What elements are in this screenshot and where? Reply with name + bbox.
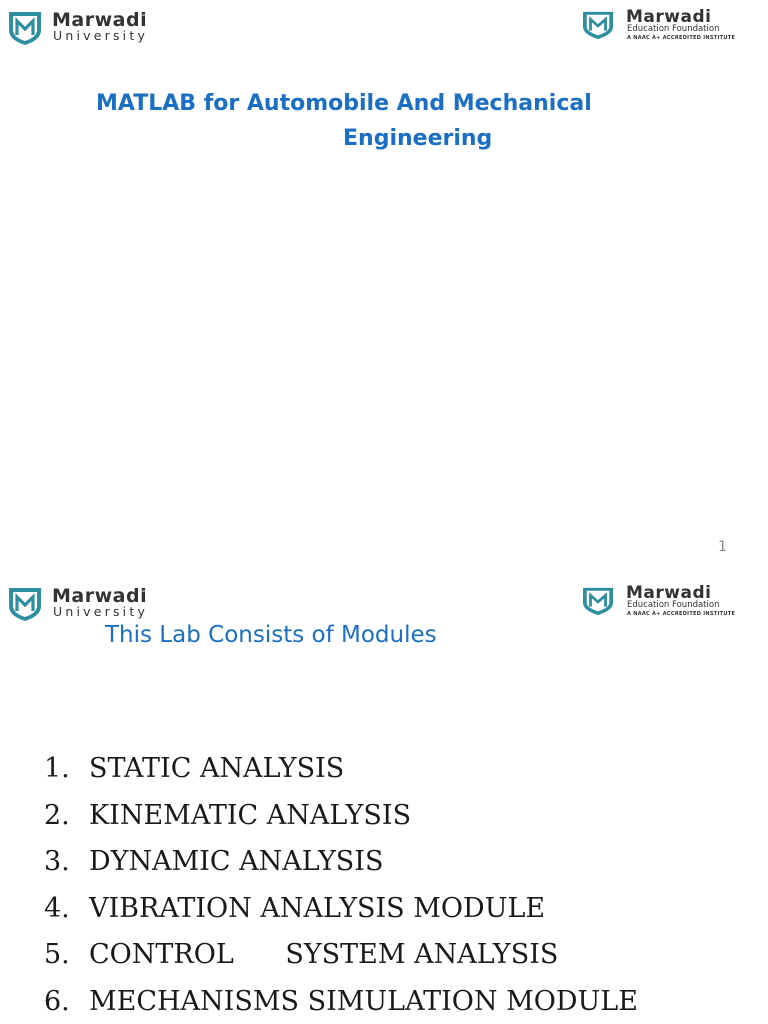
module-number: 2. [44,799,70,831]
list-item [44,886,638,933]
module-number: 5. [44,939,70,970]
module-label: MECHANISMS SIMULATION MODULE [89,985,638,1017]
shield-logo-icon [580,586,616,616]
list-item [44,979,638,1024]
module-list [44,746,638,1024]
module-number: 4. [44,892,70,924]
slide-1-title [96,86,636,156]
module-label: DYNAMIC ANALYSIS [89,846,384,877]
page-number: 1 [718,539,727,555]
marwadi-university-logo [6,586,176,624]
list-item [44,839,638,886]
foundation-tagline: A NAAC A+ ACCREDITED INSTITUTE [627,35,736,41]
shield-logo-icon [6,10,44,46]
list-item [44,932,638,979]
university-sub-name: University [53,28,149,43]
foundation-tagline: A NAAC A+ ACCREDITED INSTITUTE [627,611,736,617]
foundation-sub-name: Education Foundation [627,600,720,610]
module-label: VIBRATION ANALYSIS MODULE [89,892,546,924]
university-sub-name: University [53,604,149,619]
slide-1-title-line-2: Engineering [343,126,493,151]
foundation-sub-name: Education Foundation [627,24,720,34]
module-label: STATIC ANALYSIS [89,753,345,784]
slide-1-title-line-1: MATLAB for Automobile And Mechanical [96,91,592,116]
marwadi-foundation-logo [580,583,760,620]
marwadi-foundation-logo [580,7,760,44]
module-number: 3. [44,846,70,877]
module-label: KINEMATIC ANALYSIS [89,799,412,831]
slide-2 [0,576,768,1024]
slide-2-title: This Lab Consists of Modules [105,622,437,648]
university-brand-name: Marwadi [52,585,148,607]
marwadi-university-logo [6,10,176,48]
module-number: 1. [44,753,70,784]
foundation-brand-name: Marwadi [626,583,712,603]
shield-logo-icon [6,586,44,622]
list-item [44,746,638,793]
list-item [44,793,638,840]
shield-logo-icon [580,10,616,40]
university-brand-name: Marwadi [52,9,148,31]
module-number: 6. [44,985,70,1017]
foundation-brand-name: Marwadi [626,7,712,27]
module-label: CONTROL SYSTEM ANALYSIS [89,939,559,970]
